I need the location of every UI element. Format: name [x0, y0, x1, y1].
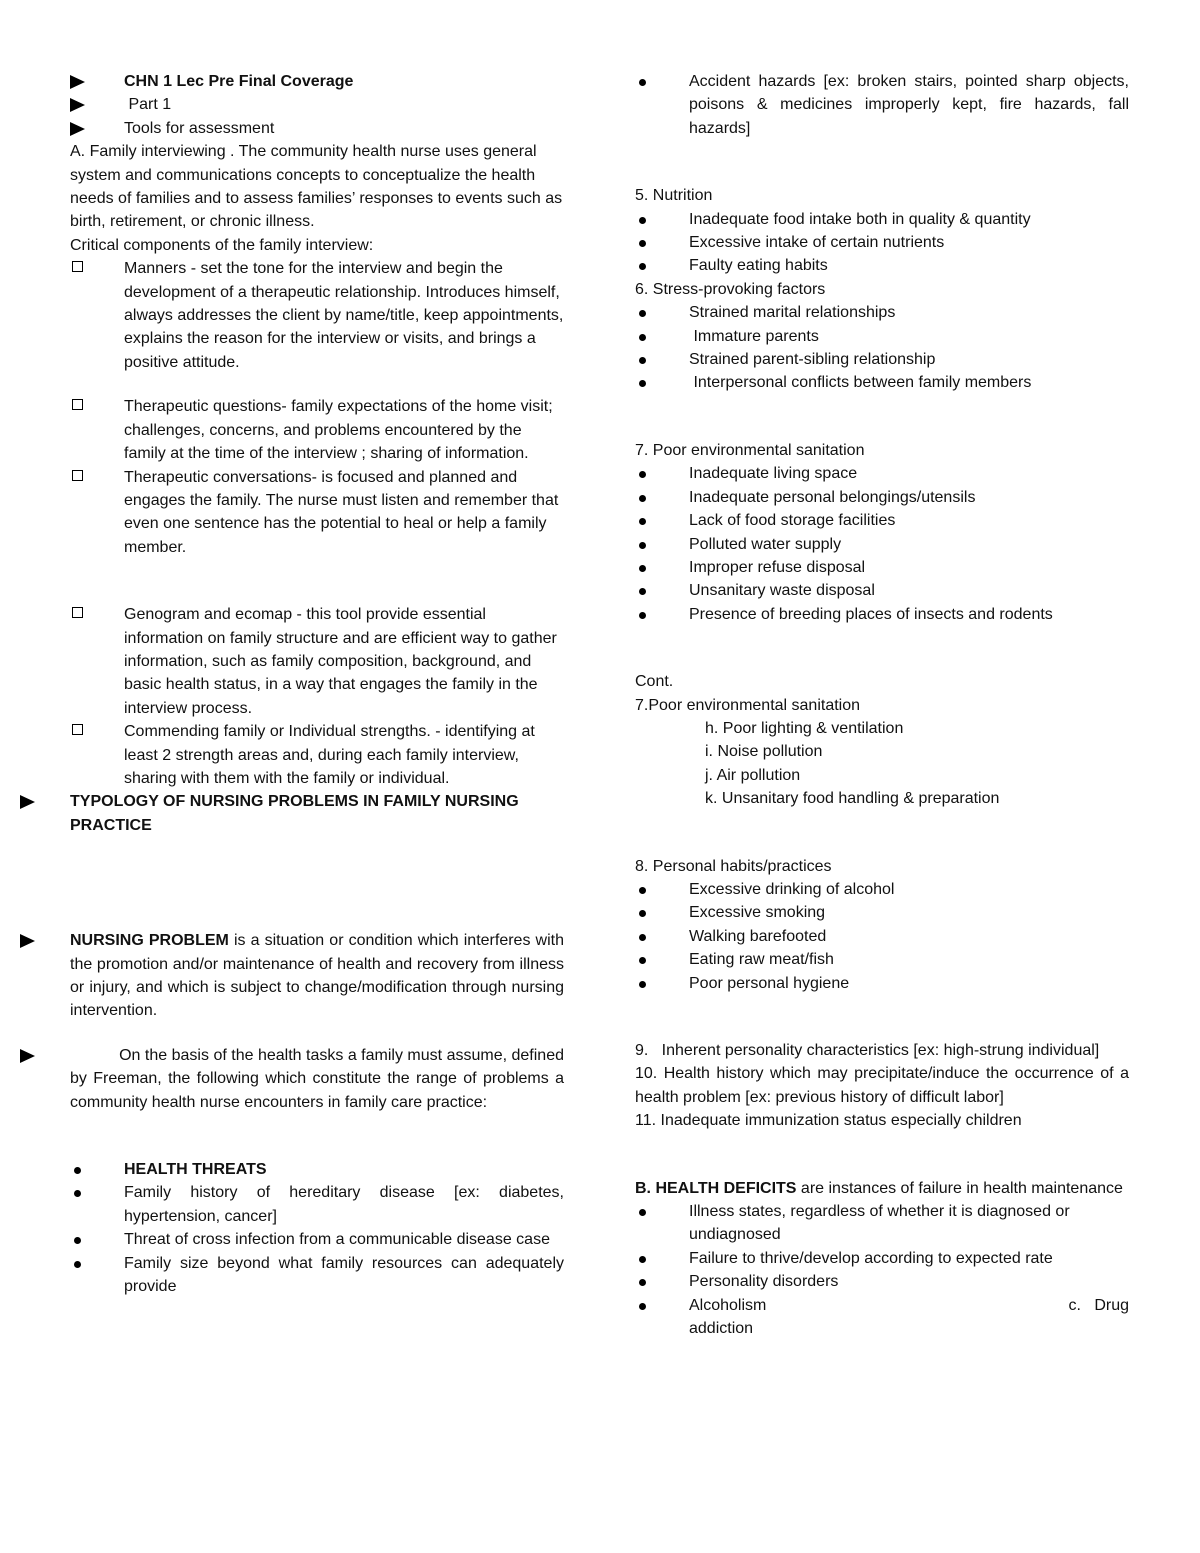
bullet-icon [639, 357, 646, 364]
alcoholism-line [689, 1294, 1129, 1317]
checkbox-icon [72, 724, 83, 735]
bullet-icon [74, 1190, 81, 1197]
check-item-manners [70, 257, 564, 374]
arrow-bullet-icon [20, 934, 35, 948]
list-item-text: Walking barefooted [689, 927, 827, 945]
left-column [70, 70, 569, 1298]
typology-heading: TYPOLOGY OF NURSING PROBLEMS IN FAMILY NURSING PRACTICE [70, 793, 519, 834]
checkbox-icon [72, 399, 83, 410]
threat-text: Family history of hereditary disease [ex: diabetes, hypertension, cancer] [124, 1184, 564, 1225]
list-item [635, 948, 1129, 971]
nursing-problem-term: NURSING PROBLEM [70, 932, 229, 950]
list-item: k. Unsanitary food handling & preparation [705, 790, 1000, 808]
list-item-text: Interpersonal conflicts between family members [689, 374, 1032, 392]
nutrition-heading: 5. Nutrition [635, 187, 713, 205]
list-item-text: Excessive smoking [689, 904, 826, 922]
freeman-row [70, 1044, 569, 1114]
bullet-icon [74, 1167, 81, 1174]
list-item [635, 486, 1129, 509]
arrow-bullet-icon [70, 122, 85, 136]
part-label: Part 1 [124, 96, 172, 114]
list-item [635, 1270, 1129, 1293]
checkbox-icon [72, 607, 83, 618]
bullet-icon [639, 471, 646, 478]
health-threats-heading-row [70, 1158, 564, 1181]
list-item [635, 1247, 1129, 1270]
check-item-text: Genogram and ecomap - this tool provide essential information on family structure and are efficient way to gather information, such as family composition, background, and basic health status, in a way that engages the family in the interview process. [124, 606, 557, 717]
list-item [635, 509, 1129, 532]
list-item-text: Eating raw meat/fish [689, 951, 834, 969]
list-item [635, 325, 1129, 348]
alcoholism-text: Alcoholism [689, 1296, 767, 1314]
arrow-bullet-icon [20, 795, 35, 809]
bullet-icon [639, 542, 646, 549]
check-item-commending [70, 720, 564, 790]
list-item-text: Faulty eating habits [689, 257, 828, 275]
tools-row [70, 117, 564, 140]
checkbox-icon [72, 261, 83, 272]
bullet-icon [74, 1237, 81, 1244]
check-item-text: Therapeutic questions- family expectations of the home visit; challenges, concerns, and problems encountered by the family at the time of the interview ; sharing of information. [124, 398, 553, 463]
bullet-icon [639, 588, 646, 595]
critical-components-heading: Critical components of the family interview: [70, 236, 374, 254]
list-item-text: Lack of food storage facilities [689, 512, 896, 530]
check-item-text: Commending family or Individual strengths. - identifying at least 2 strength areas and, during each family interview, sharing with them with the family or individual. [124, 723, 535, 787]
part-row [70, 93, 564, 116]
list-item-text: Improper refuse disposal [689, 558, 866, 576]
bullet-icon [639, 518, 646, 525]
cont-label: Cont. [635, 673, 674, 691]
list-item [635, 254, 1129, 277]
list-item-text: Inadequate personal belongings/utensils [689, 488, 976, 506]
tools-label: Tools for assessment [124, 119, 275, 137]
bullet-icon [639, 1279, 646, 1286]
bullet-icon [639, 565, 646, 572]
habits-heading: 8. Personal habits/practices [635, 857, 832, 875]
list-item [635, 972, 1129, 995]
nursing-problem-row [70, 929, 564, 1023]
intro-paragraph: A. Family interviewing . The community health nurse uses general system and communications concepts to conceptualize the health needs of families and to assess families’ responses to events such as birth, retirement, or chronic illness. [70, 143, 563, 231]
list-item-text: Immature parents [689, 327, 819, 345]
health-deficits-paragraph [635, 1177, 1129, 1200]
health-deficits-term: B. HEALTH DEFICITS [635, 1179, 797, 1197]
list-item [635, 1294, 1129, 1341]
bullet-icon [639, 1303, 646, 1310]
check-item-genogram [70, 603, 564, 720]
list-item-text: Personality disorders [689, 1273, 839, 1291]
list-item-text: Polluted water supply [689, 535, 842, 553]
check-item-conversations [70, 466, 564, 560]
stress-heading: 6. Stress-provoking factors [635, 280, 826, 298]
addiction-text: addiction [689, 1320, 754, 1338]
bullet-icon [639, 981, 646, 988]
bullet-icon [639, 263, 646, 270]
item-10: 10. Health history which may precipitate/induce the occurrence of a health problem [ex: previous history of difficult labor] [635, 1065, 1129, 1106]
accident-hazards-text: Accident hazards [ex: broken stairs, pointed sharp objects, poisons & medicines improperly kept, fire hazards, fall hazards] [689, 73, 1129, 137]
list-item [635, 462, 1129, 485]
bullet-icon [639, 240, 646, 247]
bullet-icon [639, 910, 646, 917]
check-item-text: Therapeutic conversations- is focused and planned and engages the family. The nurse must listen and remember that even one sentence has the potential to heal or help a family member. [124, 468, 559, 556]
check-item-questions [70, 395, 564, 465]
list-item-text: Presence of breeding places of insects and rodents [689, 605, 1053, 623]
list-item [635, 533, 1129, 556]
list-item [70, 1252, 564, 1299]
list-item [635, 348, 1129, 371]
threat-text: Family size beyond what family resources can adequately provide [124, 1254, 564, 1296]
bullet-icon [639, 495, 646, 502]
arrow-bullet-icon [70, 98, 85, 112]
list-item [635, 371, 1129, 394]
list-item-text: Strained marital relationships [689, 304, 896, 322]
list-item-text: Excessive drinking of alcohol [689, 880, 895, 898]
list-item [70, 1228, 564, 1251]
list-item [70, 1181, 564, 1228]
item-11: 11. Inadequate immunization status especially children [635, 1112, 1022, 1130]
list-item: j. Air pollution [705, 766, 801, 784]
list-item-text: Excessive intake of certain nutrients [689, 234, 945, 252]
checkbox-icon [72, 470, 83, 481]
health-deficits-definition: are instances of failure in health maintenance [796, 1179, 1123, 1197]
list-item-text: Inadequate food intake both in quality & quantity [689, 210, 1031, 228]
list-item-text: Strained parent-sibling relationship [689, 351, 936, 369]
list-item [635, 603, 1129, 626]
list-item-text: Illness states, regardless of whether it is diagnosed or undiagnosed [689, 1203, 1070, 1244]
list-item-text: Inadequate living space [689, 465, 858, 483]
list-item: i. Noise pollution [705, 743, 823, 761]
list-item [635, 579, 1129, 602]
threat-text: Threat of cross infection from a communicable disease case [124, 1231, 550, 1249]
bullet-icon [74, 1261, 81, 1268]
list-item [635, 901, 1129, 924]
check-item-text: Manners - set the tone for the interview and begin the development of a therapeutic relationship. Introduces himself, always addresses the client by name/title, keep appointments, explains the reason for the interview or visits, and brings a positive attitude. [124, 260, 564, 371]
list-item-text: Poor personal hygiene [689, 974, 850, 992]
bullet-icon [639, 334, 646, 341]
arrow-bullet-icon [20, 1049, 35, 1063]
list-item [635, 878, 1129, 901]
bullet-icon [639, 310, 646, 317]
bullet-icon [639, 1256, 646, 1263]
document-title-row [70, 70, 564, 93]
bullet-icon [639, 957, 646, 964]
document-title: CHN 1 Lec Pre Final Coverage [124, 73, 354, 90]
list-item [635, 70, 1129, 140]
arrow-bullet-icon [70, 75, 85, 89]
bullet-icon [639, 612, 646, 619]
bullet-icon [639, 380, 646, 387]
list-item [635, 1200, 1129, 1247]
list-item-text: Unsanitary waste disposal [689, 582, 875, 600]
list-item [635, 208, 1129, 231]
typology-row [70, 790, 564, 837]
right-column [635, 70, 1129, 1340]
list-item [635, 301, 1129, 324]
list-item-text: Failure to thrive/develop according to expected rate [689, 1249, 1053, 1267]
sanitation-continued-heading: 7.Poor environmental sanitation [635, 696, 861, 714]
health-threats-heading: HEALTH THREATS [124, 1161, 267, 1179]
bullet-icon [639, 79, 646, 86]
bullet-icon [639, 887, 646, 894]
list-item [635, 925, 1129, 948]
bullet-icon [639, 934, 646, 941]
bullet-icon [639, 1209, 646, 1216]
sanitation-heading: 7. Poor environmental sanitation [635, 441, 865, 459]
bullet-icon [639, 217, 646, 224]
item-9: 9. Inherent personality characteristics [ex: high-strung individual] [635, 1042, 1100, 1059]
list-item: h. Poor lighting & ventilation [705, 719, 904, 737]
list-item [635, 231, 1129, 254]
list-item [635, 556, 1129, 579]
freeman-paragraph: On the basis of the health tasks a family must assume, defined by Freeman, the following which constitute the range of problems a community health nurse encounters in family care practice: [70, 1046, 569, 1111]
nursing-problem-definition: is a situation or condition which interferes with the promotion and/or maintenance of health and recovery from illness or injury, and which is subject to change/modification through nursing intervention. [70, 932, 564, 1020]
drug-addiction-label: c. Drug [1068, 1296, 1129, 1314]
